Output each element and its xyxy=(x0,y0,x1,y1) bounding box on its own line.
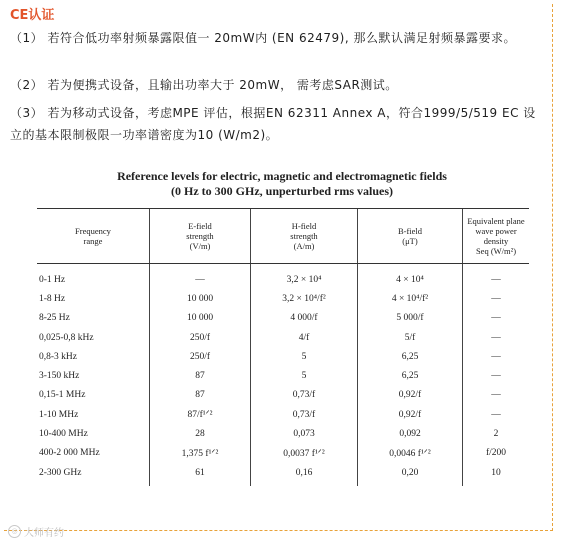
cell-hfield: 4 000/f xyxy=(251,309,358,328)
cell-efield: 87/f¹ᐟ² xyxy=(150,405,251,424)
cell-power-density: f/200 xyxy=(463,444,530,463)
cell-bfield: 0,0046 f¹ᐟ² xyxy=(358,444,463,463)
cell-power-density: — xyxy=(463,405,530,424)
cell-hfield: 0,073 xyxy=(251,424,358,443)
cell-power-density: 10 xyxy=(463,463,530,486)
cell-frequency: 0,025-0,8 kHz xyxy=(39,332,94,343)
cell-efield: 10 000 xyxy=(150,309,251,328)
table-row xyxy=(37,444,529,463)
cell-efield: 10 000 xyxy=(150,289,251,308)
cell-power-density: — xyxy=(463,289,530,308)
table-row xyxy=(37,405,529,424)
cell-frequency: 2-300 GHz xyxy=(39,467,82,478)
cell-efield: 87 xyxy=(150,366,251,385)
watermark-text: 大师有约 xyxy=(24,528,64,539)
reference-title-line2: (0 Hz to 300 GHz, unperturbed rms values) xyxy=(171,184,393,198)
cell-hfield: 5 xyxy=(251,366,358,385)
cell-hfield: 0,16 xyxy=(251,463,358,486)
cell-bfield: 4 × 10⁴/f² xyxy=(358,289,463,308)
table-row xyxy=(37,386,529,405)
cell-hfield: 3,2 × 10⁴/f² xyxy=(251,289,358,308)
cell-bfield: 0,092 xyxy=(358,424,463,443)
cell-frequency: 0,8-3 kHz xyxy=(39,351,77,362)
cell-hfield: 3,2 × 10⁴ xyxy=(251,264,358,290)
cell-power-density: — xyxy=(463,347,530,366)
cell-power-density: — xyxy=(463,264,530,290)
watermark xyxy=(8,524,64,539)
table-row xyxy=(37,463,529,486)
cell-hfield: 0,73/f xyxy=(251,405,358,424)
cell-power-density: — xyxy=(463,386,530,405)
cell-frequency: 1-10 MHz xyxy=(39,409,79,420)
cell-frequency: 0-1 Hz xyxy=(39,274,66,285)
paragraph-3: （3） 若为移动式设备，考虑MPE 评估，根据EN 62311 Annex A，符合1999/5/519 EC 设立的基本限制极限一功率谱密度为10 (W/m2)。 xyxy=(10,106,536,142)
cell-power-density: — xyxy=(463,366,530,385)
header-bfield: B-field (μT) xyxy=(358,209,463,264)
paragraph-1: （1） 若符合低功率射频暴露限值一 20mW内 (EN 62479), 那么默认满足射频暴露要求。 xyxy=(10,31,516,45)
header-efield: E-field strength (V/m) xyxy=(150,209,251,264)
table-row xyxy=(37,264,529,290)
watermark-icon: ◎ xyxy=(8,525,21,538)
table-row xyxy=(37,289,529,308)
reference-title-line1: Reference levels for electric, magnetic and electromagnetic fields xyxy=(117,169,447,183)
header-frequency: Frequency range xyxy=(37,209,150,264)
cell-bfield: 0,20 xyxy=(358,463,463,486)
header-power-density: Equivalent plane wave power density Seq (W/m²) xyxy=(463,209,530,264)
cell-bfield: 6,25 xyxy=(358,366,463,385)
cell-bfield: 0,92/f xyxy=(358,405,463,424)
cell-power-density: — xyxy=(463,328,530,347)
header-hfield: H-field strength (A/m) xyxy=(251,209,358,264)
table-row xyxy=(37,424,529,443)
cell-hfield: 5 xyxy=(251,347,358,366)
cell-hfield: 0,0037 f¹ᐟ² xyxy=(251,444,358,463)
cell-power-density: 2 xyxy=(463,424,530,443)
cell-bfield: 5/f xyxy=(358,328,463,347)
cell-frequency: 10-400 MHz xyxy=(39,429,88,440)
paragraph-2: （2） 若为便携式设备，且输出功率大于 20mW， 需考虑SAR测试。 xyxy=(10,78,398,92)
cell-bfield: 0,92/f xyxy=(358,386,463,405)
cell-frequency: 1-8 Hz xyxy=(39,293,66,304)
cell-frequency: 0,15-1 MHz xyxy=(39,390,86,401)
cell-frequency: 8-25 Hz xyxy=(39,313,70,324)
cell-bfield: 6,25 xyxy=(358,347,463,366)
cell-efield: 61 xyxy=(150,463,251,486)
cell-bfield: 4 × 10⁴ xyxy=(358,264,463,290)
cell-efield: — xyxy=(150,264,251,290)
cell-hfield: 0,73/f xyxy=(251,386,358,405)
cell-efield: 1,375 f¹ᐟ² xyxy=(150,444,251,463)
table-row xyxy=(37,347,529,366)
reference-levels-table xyxy=(37,208,529,486)
table-row xyxy=(37,366,529,385)
table-row xyxy=(37,328,529,347)
cell-efield: 250/f xyxy=(150,328,251,347)
cell-efield: 87 xyxy=(150,386,251,405)
table-row xyxy=(37,309,529,328)
cell-hfield: 4/f xyxy=(251,328,358,347)
cell-bfield: 5 000/f xyxy=(358,309,463,328)
section-heading: CE认证 xyxy=(10,8,55,23)
cell-frequency: 3-150 kHz xyxy=(39,371,80,382)
cell-power-density: — xyxy=(463,309,530,328)
reference-table-title xyxy=(0,169,564,199)
cell-frequency: 400-2 000 MHz xyxy=(39,448,100,459)
cell-efield: 28 xyxy=(150,424,251,443)
cell-efield: 250/f xyxy=(150,347,251,366)
